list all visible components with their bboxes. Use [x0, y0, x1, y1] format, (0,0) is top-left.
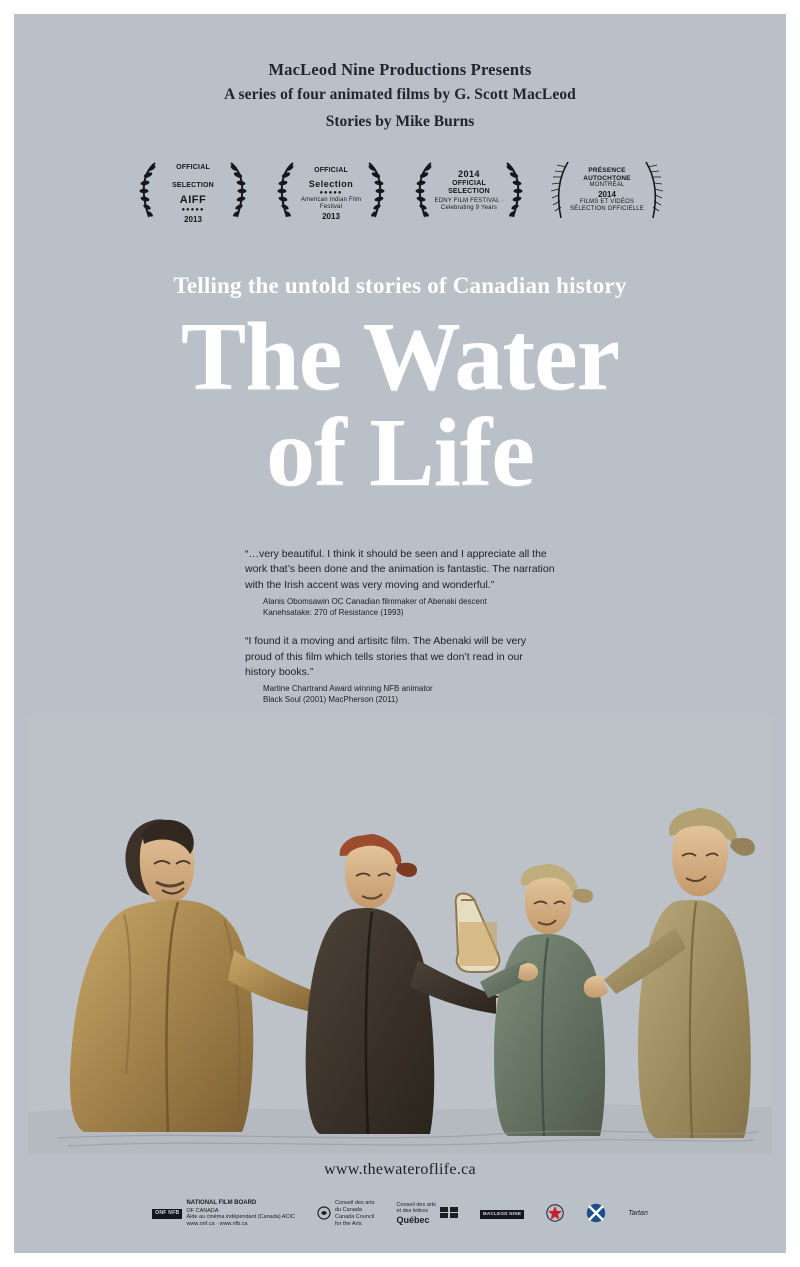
quote-text: “…very beautiful. I think it should be seen and I appreciate all the work that’s been done and the animation is fantastic. The narration with the Irish accent was very moving and wonderful.” — [245, 548, 555, 591]
laurel-main-label: OFFICIAL — [452, 180, 486, 188]
sponsor-scottish-saltire — [586, 1203, 606, 1226]
sponsor-line-2: OF CANADA — [186, 1207, 219, 1214]
tartan-wordmark: Tartan — [628, 1209, 648, 1217]
laurel-top-label: PRÉSENCE — [588, 167, 626, 175]
tagline: Telling the untold stories of Canadian history — [173, 273, 627, 298]
quote-text: “I found it a moving and artisitc film. The Abenaki will be very proud of this film which tells stories that we don’t read in our history books.” — [245, 635, 527, 678]
quotes-section — [245, 547, 555, 706]
laurel-branch-left-icon — [413, 159, 435, 221]
nfb-logo-icon: ONF NFB — [152, 1209, 182, 1219]
laurel-branch-right-icon — [365, 159, 387, 221]
laurel-text — [568, 167, 646, 213]
laurel-subtitle: American Indian Film Festival — [300, 196, 362, 210]
canada-council-icon — [317, 1206, 331, 1223]
quote-block — [245, 634, 555, 705]
laurel-extra: EDNY FILM FESTIVAL · Celebrating 9 Years — [434, 198, 504, 212]
quote-attribution-line-2: Kanehsatake: 270 of Resistance (1993) — [263, 607, 404, 617]
sponsor-tartan — [628, 1210, 648, 1219]
laurel-text — [296, 159, 366, 221]
sponsor-line-2: du Canada — [335, 1207, 362, 1214]
laurel-dots: ●●●●● — [319, 189, 343, 196]
laurel-subtitle: MONTRÉAL — [589, 182, 625, 189]
sponsor-line-1: NATIONAL FILM BOARD — [186, 1200, 257, 1206]
sponsor-line-1: Conseil des arts — [335, 1200, 375, 1207]
laurel-main-label: AIFF — [179, 193, 207, 206]
laurel-text — [158, 156, 228, 225]
sponsor-text — [186, 1200, 295, 1228]
quote-attribution — [245, 684, 555, 706]
poster-artwork — [28, 714, 772, 1154]
laurel-top-label: 2014 — [457, 168, 481, 179]
laurel-subtitle: SELECTION — [448, 188, 490, 196]
sponsor-nfb-onf — [152, 1200, 295, 1228]
page-title — [14, 303, 786, 508]
laurel-branch-right-icon — [503, 159, 525, 221]
saltire-icon — [586, 1203, 606, 1226]
laurel-top-label: OFFICIAL SELECTION — [172, 163, 214, 190]
laurel-branch-right-icon — [227, 159, 249, 221]
sponsor-line-2: et des lettres — [396, 1208, 428, 1215]
macleod-nine-logo-icon: MACLEOD NINE — [480, 1210, 524, 1219]
laurel-year: 2013 — [184, 215, 202, 225]
poster-canvas — [14, 14, 786, 1253]
title-line-2: of Life — [266, 399, 534, 508]
laurel-american-indian-film-festival-2013 — [275, 159, 387, 221]
sponsor-canada-council — [317, 1200, 374, 1228]
quote-attribution-line-2: Black Soul (2001) MacPherson (2011) — [263, 694, 399, 704]
credits-block — [14, 14, 786, 131]
sponsor-red-star — [546, 1204, 564, 1225]
festival-laurels-row — [14, 159, 786, 225]
red-star-icon — [546, 1204, 564, 1225]
production-company-line: MacLeod Nine Productions Presents — [268, 60, 532, 79]
laurel-top-label: OFFICIAL — [314, 167, 348, 175]
laurel-main-label: Selection — [308, 178, 354, 189]
sponsor-line-4: for the Arts — [335, 1220, 362, 1227]
sponsor-text — [335, 1200, 374, 1228]
sponsor-line-3: Canada Council — [335, 1214, 375, 1221]
laurel-dots: ●●●●● — [181, 207, 205, 214]
laurel-year: 2013 — [322, 211, 340, 221]
laurel-edny-2014 — [413, 159, 525, 221]
laurel-branch-left-icon — [137, 159, 159, 221]
laurel-presence-autochtone-2014 — [551, 159, 663, 221]
sponsor-text — [396, 1202, 435, 1227]
quote-block — [245, 547, 555, 618]
feather-left-icon — [551, 159, 573, 221]
sponsor-line-3: Québec — [396, 1215, 430, 1226]
laurel-branch-left-icon — [275, 159, 297, 221]
quote-attribution-line-1: Martine Chartrand Award winning NFB animator — [263, 683, 433, 693]
sponsor-logos-row — [14, 1200, 786, 1228]
quebec-flag-icon — [440, 1207, 458, 1221]
laurel-aiff-2013 — [137, 159, 249, 225]
sponsor-calq-quebec — [396, 1202, 457, 1227]
sponsor-line-4: www.onf.ca · www.nfb.ca — [186, 1221, 248, 1228]
quote-attribution-line-1: Alanis Obomsawin OC Canadian filmmaker of Abenaki descent — [263, 596, 487, 606]
laurel-text — [434, 168, 504, 212]
series-description-line: A series of four animated films by G. Scott MacLeod — [224, 86, 576, 103]
website-url[interactable]: www.thewateroflife.ca — [324, 1161, 476, 1178]
quote-attribution — [245, 597, 555, 619]
sponsor-line-3: Aide au cinéma indépendant (Canada) ACIC — [186, 1214, 296, 1221]
laurel-year: 2014 — [598, 189, 616, 199]
sponsor-macleod-nine — [480, 1210, 524, 1219]
laurel-extra: FILMS ET VIDÉOS SÉLECTION OFFICIELLE — [569, 199, 645, 212]
feather-right-icon — [641, 159, 663, 221]
stories-credit-line: Stories by Mike Burns — [325, 113, 475, 130]
sponsor-line-1: Conseil des arts — [396, 1201, 436, 1208]
laurel-main-label: AUTOCHTONE — [583, 174, 631, 182]
title-line-1: The Water — [180, 303, 620, 411]
